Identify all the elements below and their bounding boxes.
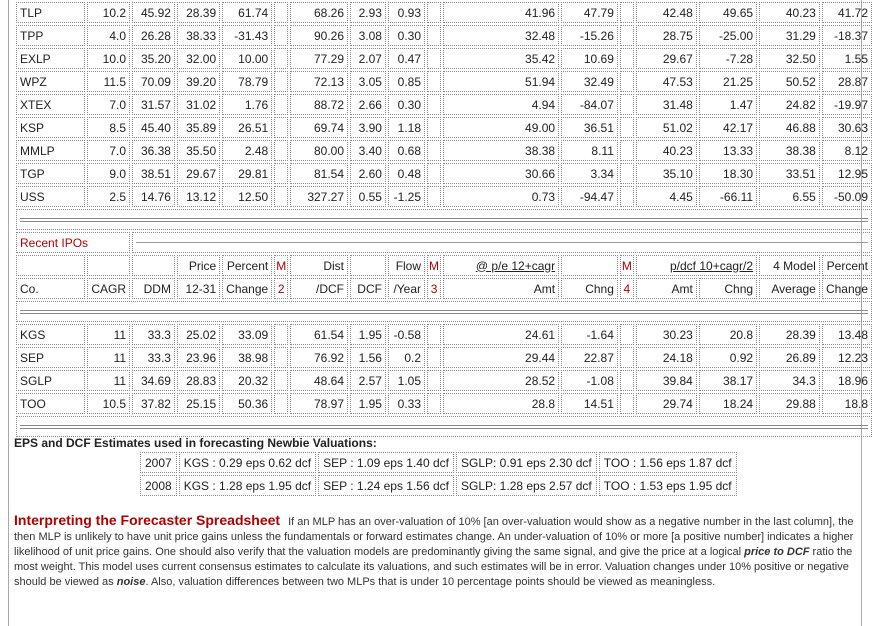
interpretation-section (14, 513, 856, 590)
value-cell: 2.5 (87, 186, 130, 207)
spacer-cell (274, 140, 288, 161)
value-cell: 0.30 (388, 94, 425, 115)
table-row (16, 324, 872, 345)
value-cell: 11.5 (87, 71, 130, 92)
value-cell: 8.5 (87, 117, 130, 138)
value-cell: -19.97 (822, 94, 872, 115)
value-cell: 0.73 (443, 186, 559, 207)
spacer-cell (427, 117, 441, 138)
value-cell: 49.00 (443, 117, 559, 138)
spacer-cell (620, 347, 634, 368)
recent-ipos-label: Recent IPOs (16, 232, 130, 253)
value-cell: 0.2 (388, 347, 425, 368)
value-cell: 10.69 (561, 48, 618, 69)
value-cell: 8.11 (561, 140, 618, 161)
value-cell: 28.83 (177, 370, 220, 391)
spacer-cell (274, 2, 288, 23)
value-cell: 37.82 (132, 393, 175, 414)
value-cell: 21.25 (699, 71, 757, 92)
spacer-cell (620, 117, 634, 138)
value-cell: -0.58 (388, 324, 425, 345)
table-row (16, 140, 872, 161)
value-cell: 0.30 (388, 25, 425, 46)
table-row (16, 71, 872, 92)
interpretation-text-3: . Also, valuation differences between two MLPs that is under 10 percentage points should be viewed as meaningless. (145, 576, 716, 588)
company-cell: USS (16, 186, 85, 207)
interpretation-text-1: If an MLP has an over-valuation of 10% [an over-valuation would show as a negative number in the last column], the then MLP is unlikely to have unit price gains unless the fundamentals or forward estimates change. An under-valuation of 10% or more [a positive number] indicates a higher likelihood of unit price gains. One should also verify that the valuation models are predominantly giving the same signal, and give the price at a logical (14, 516, 854, 558)
spacer-cell (274, 186, 288, 207)
header-m2-num: 2 (274, 278, 288, 299)
value-cell: 22.87 (561, 347, 618, 368)
value-cell: 32.50 (759, 48, 820, 69)
header-chng: Chng (561, 278, 618, 299)
value-cell: 25.02 (177, 324, 220, 345)
eps-year-cell: 2007 (140, 452, 177, 473)
value-cell: 39.84 (636, 370, 697, 391)
spacer-cell (427, 71, 441, 92)
value-cell: 29.74 (636, 393, 697, 414)
company-cell: KSP (16, 117, 85, 138)
header-row-2 (16, 278, 872, 299)
company-cell: WPZ (16, 71, 85, 92)
eps-estimate-cell: TOO : 1.56 eps 1.87 dcf (599, 452, 737, 473)
value-cell: 3.08 (350, 25, 386, 46)
header-change: Change (222, 278, 272, 299)
spacer-cell (274, 393, 288, 414)
spacer-cell (274, 48, 288, 69)
value-cell: 38.51 (132, 163, 175, 184)
eps-table (138, 450, 739, 498)
header-m4: M (620, 255, 634, 276)
company-cell: TGP (16, 163, 85, 184)
value-cell: 2.93 (350, 2, 386, 23)
value-cell: 30.66 (443, 163, 559, 184)
table-row (16, 2, 872, 23)
value-cell: 18.8 (822, 393, 872, 414)
value-cell: 20.8 (699, 324, 757, 345)
eps-estimate-cell: KGS : 1.28 eps 1.95 dcf (179, 475, 316, 496)
value-cell: 2.60 (350, 163, 386, 184)
value-cell: -31.43 (222, 25, 272, 46)
company-cell: SEP (16, 347, 85, 368)
value-cell: 72.13 (290, 71, 348, 92)
value-cell: 30.23 (636, 324, 697, 345)
table-row (16, 117, 872, 138)
value-cell: 40.23 (759, 2, 820, 23)
value-cell: 49.65 (699, 2, 757, 23)
value-cell: 12.95 (822, 163, 872, 184)
value-cell: 38.17 (699, 370, 757, 391)
value-cell: 77.29 (290, 48, 348, 69)
value-cell: 46.88 (759, 117, 820, 138)
header-pe: @ p/e 12+cagr (443, 255, 559, 276)
value-cell: -7.28 (699, 48, 757, 69)
value-cell: 69.74 (290, 117, 348, 138)
spacer-cell (620, 71, 634, 92)
value-cell: 1.18 (388, 117, 425, 138)
value-cell: 80.00 (290, 140, 348, 161)
value-cell: 31.02 (177, 94, 220, 115)
value-cell: 35.50 (177, 140, 220, 161)
value-cell: 48.64 (290, 370, 348, 391)
value-cell: -66.11 (699, 186, 757, 207)
value-cell: 26.89 (759, 347, 820, 368)
header-percent2: Percent (822, 255, 872, 276)
value-cell: 10.2 (87, 2, 130, 23)
value-cell: 28.87 (822, 71, 872, 92)
company-cell: EXLP (16, 48, 85, 69)
value-cell: 0.93 (388, 2, 425, 23)
value-cell: 81.54 (290, 163, 348, 184)
value-cell: -1.64 (561, 324, 618, 345)
value-cell: 35.42 (443, 48, 559, 69)
value-cell: 35.89 (177, 117, 220, 138)
recent-ipos-row (16, 232, 872, 253)
value-cell: 4.94 (443, 94, 559, 115)
spacer-cell (274, 347, 288, 368)
value-cell: 34.69 (132, 370, 175, 391)
spacer-cell (427, 186, 441, 207)
value-cell: -1.25 (388, 186, 425, 207)
value-cell: 3.05 (350, 71, 386, 92)
header-row-1 (16, 255, 872, 276)
value-cell: 33.51 (759, 163, 820, 184)
header-co: Co. (16, 278, 85, 299)
value-cell: 24.18 (636, 347, 697, 368)
value-cell: 61.74 (222, 2, 272, 23)
value-cell: 78.79 (222, 71, 272, 92)
spacer-cell (620, 324, 634, 345)
value-cell: -84.07 (561, 94, 618, 115)
header-chng2: Chng (699, 278, 757, 299)
table-row (16, 186, 872, 207)
value-cell: 32.49 (561, 71, 618, 92)
eps-title: EPS and DCF Estimates used in forecasting Newbie Valuations: (14, 436, 377, 450)
company-cell: MMLP (16, 140, 85, 161)
value-cell: 88.72 (290, 94, 348, 115)
spacer-cell (427, 140, 441, 161)
value-cell: 8.12 (822, 140, 872, 161)
value-cell: -94.47 (561, 186, 618, 207)
value-cell: 9.0 (87, 163, 130, 184)
value-cell: 0.92 (699, 347, 757, 368)
value-cell: 38.38 (759, 140, 820, 161)
value-cell: 1.76 (222, 94, 272, 115)
spacer-cell (620, 370, 634, 391)
spacer-cell (620, 2, 634, 23)
table-row (16, 25, 872, 46)
header-percent: Percent (222, 255, 272, 276)
value-cell: 31.48 (636, 94, 697, 115)
value-cell: 35.10 (636, 163, 697, 184)
company-cell: TLP (16, 2, 85, 23)
value-cell: 36.38 (132, 140, 175, 161)
value-cell: 42.48 (636, 2, 697, 23)
value-cell: 2.66 (350, 94, 386, 115)
value-cell: 47.53 (636, 71, 697, 92)
value-cell: 39.20 (177, 71, 220, 92)
value-cell: 50.52 (759, 71, 820, 92)
value-cell: 38.33 (177, 25, 220, 46)
header-m3: M (427, 255, 441, 276)
spacer-cell (274, 324, 288, 345)
value-cell: 78.97 (290, 393, 348, 414)
interpretation-text-2: ratio the most weight. This model uses current consensus estimates to calculate its valuations, and such estimates will be in error. Valuation changes under 10% positive or negative should be viewed as (14, 546, 853, 588)
value-cell: 4.45 (636, 186, 697, 207)
value-cell: 76.92 (290, 347, 348, 368)
header-m4-num: 4 (620, 278, 634, 299)
value-cell: 61.54 (290, 324, 348, 345)
spacer-cell (427, 324, 441, 345)
value-cell: 90.26 (290, 25, 348, 46)
value-cell: 33.3 (132, 347, 175, 368)
spacer-cell (620, 163, 634, 184)
value-cell: 33.3 (132, 324, 175, 345)
spacer-cell (274, 117, 288, 138)
value-cell: 0.55 (350, 186, 386, 207)
value-cell: 31.29 (759, 25, 820, 46)
spacer-cell (427, 393, 441, 414)
value-cell: 45.40 (132, 117, 175, 138)
value-cell: 0.47 (388, 48, 425, 69)
eps-year-cell: 2008 (140, 475, 177, 496)
value-cell: 2.07 (350, 48, 386, 69)
value-cell: 68.26 (290, 2, 348, 23)
value-cell: -50.09 (822, 186, 872, 207)
value-cell: 34.3 (759, 370, 820, 391)
value-cell: 42.17 (699, 117, 757, 138)
value-cell: 70.09 (132, 71, 175, 92)
value-cell: 11 (87, 370, 130, 391)
spacer-cell (274, 71, 288, 92)
value-cell: 14.76 (132, 186, 175, 207)
spacer-cell (620, 94, 634, 115)
value-cell: 29.88 (759, 393, 820, 414)
value-cell: 28.39 (759, 324, 820, 345)
value-cell: 14.51 (561, 393, 618, 414)
table-row (16, 94, 872, 115)
header-pdcf: p/dcf 10+cagr/2 (636, 255, 757, 276)
value-cell: 51.02 (636, 117, 697, 138)
value-cell: 4.0 (87, 25, 130, 46)
value-cell: 20.32 (222, 370, 272, 391)
value-cell: 0.33 (388, 393, 425, 414)
valuation-table (14, 0, 874, 439)
spacer-cell (427, 163, 441, 184)
eps-estimate-cell: KGS : 0.29 eps 0.62 dcf (179, 452, 316, 473)
header-amt: Amt (443, 278, 559, 299)
value-cell: 10.0 (87, 48, 130, 69)
header-price: Price (177, 255, 220, 276)
eps-estimate-cell: TOO : 1.53 eps 1.95 dcf (599, 475, 737, 496)
value-cell: -25.00 (699, 25, 757, 46)
value-cell: 47.79 (561, 2, 618, 23)
spacer-cell (427, 2, 441, 23)
value-cell: 32.00 (177, 48, 220, 69)
company-cell: TPP (16, 25, 85, 46)
value-cell: 35.20 (132, 48, 175, 69)
spacer-cell (427, 370, 441, 391)
spacer-cell (620, 48, 634, 69)
spacer-cell (427, 94, 441, 115)
spacer-cell (620, 186, 634, 207)
value-cell: 1.56 (350, 347, 386, 368)
value-cell: 40.23 (636, 140, 697, 161)
value-cell: 1.95 (350, 324, 386, 345)
value-cell: 30.63 (822, 117, 872, 138)
value-cell: 0.68 (388, 140, 425, 161)
value-cell: 1.05 (388, 370, 425, 391)
spacer-cell (620, 140, 634, 161)
value-cell: 2.57 (350, 370, 386, 391)
value-cell: 28.52 (443, 370, 559, 391)
interpretation-emphasis-2: noise (116, 576, 146, 588)
eps-estimate-cell: SGLP: 1.28 eps 2.57 dcf (456, 475, 597, 496)
value-cell: 1.47 (699, 94, 757, 115)
header-m3-num: 3 (427, 278, 441, 299)
table-row (16, 347, 872, 368)
interpretation-title: Interpreting the Forecaster Spreadsheet (14, 512, 281, 528)
spacer-cell (274, 370, 288, 391)
header-dcf: DCF (350, 278, 386, 299)
eps-estimate-cell: SEP : 1.24 eps 1.56 dcf (318, 475, 454, 496)
separator-row (16, 416, 872, 437)
table-row (16, 393, 872, 414)
spacer-cell (620, 393, 634, 414)
value-cell: 11 (87, 347, 130, 368)
interpretation-emphasis-1: price to DCF (744, 546, 810, 558)
header-average: Average (759, 278, 820, 299)
spacer-cell (274, 163, 288, 184)
value-cell: 7.0 (87, 94, 130, 115)
spacer-cell (274, 25, 288, 46)
spacer-cell (620, 25, 634, 46)
spacer-cell (427, 347, 441, 368)
value-cell: 38.98 (222, 347, 272, 368)
value-cell: 29.81 (222, 163, 272, 184)
value-cell: -15.26 (561, 25, 618, 46)
value-cell: 3.34 (561, 163, 618, 184)
value-cell: 10.00 (222, 48, 272, 69)
value-cell: 13.48 (822, 324, 872, 345)
spacer-cell (427, 48, 441, 69)
table-row (16, 370, 872, 391)
spacer-cell (274, 94, 288, 115)
header-year: /Year (388, 278, 425, 299)
company-cell: TOO (16, 393, 85, 414)
header-dcf-ratio: /DCF (290, 278, 348, 299)
value-cell: 23.96 (177, 347, 220, 368)
value-cell: 50.36 (222, 393, 272, 414)
eps-row (140, 452, 737, 473)
value-cell: 3.40 (350, 140, 386, 161)
value-cell: 29.67 (636, 48, 697, 69)
value-cell: 28.8 (443, 393, 559, 414)
eps-estimate-cell: SGLP: 0.91 eps 2.30 dcf (456, 452, 597, 473)
eps-estimate-cell: SEP : 1.09 eps 1.40 dcf (318, 452, 454, 473)
value-cell: 31.57 (132, 94, 175, 115)
value-cell: 18.96 (822, 370, 872, 391)
separator-row (16, 209, 872, 230)
value-cell: 26.51 (222, 117, 272, 138)
value-cell: 11 (87, 324, 130, 345)
value-cell: -1.08 (561, 370, 618, 391)
value-cell: 1.95 (350, 393, 386, 414)
header-dist: Dist (290, 255, 348, 276)
spacer-cell (427, 25, 441, 46)
header-cagr: CAGR (87, 278, 130, 299)
company-cell: KGS (16, 324, 85, 345)
value-cell: 12.23 (822, 347, 872, 368)
value-cell: 10.5 (87, 393, 130, 414)
eps-row (140, 475, 737, 496)
header-flow: Flow (388, 255, 425, 276)
value-cell: 28.39 (177, 2, 220, 23)
company-cell: SGLP (16, 370, 85, 391)
table-row (16, 48, 872, 69)
value-cell: 12.50 (222, 186, 272, 207)
value-cell: 33.09 (222, 324, 272, 345)
value-cell: 1.55 (822, 48, 872, 69)
value-cell: 24.61 (443, 324, 559, 345)
value-cell: -18.37 (822, 25, 872, 46)
table-row (16, 163, 872, 184)
value-cell: 0.85 (388, 71, 425, 92)
value-cell: 38.38 (443, 140, 559, 161)
value-cell: 41.96 (443, 2, 559, 23)
value-cell: 36.51 (561, 117, 618, 138)
header-m2: M (274, 255, 288, 276)
value-cell: 0.48 (388, 163, 425, 184)
header-amt2: Amt (636, 278, 697, 299)
value-cell: 18.24 (699, 393, 757, 414)
value-cell: 45.92 (132, 2, 175, 23)
value-cell: 28.75 (636, 25, 697, 46)
value-cell: 3.90 (350, 117, 386, 138)
value-cell: 7.0 (87, 140, 130, 161)
value-cell: 13.12 (177, 186, 220, 207)
value-cell: 327.27 (290, 186, 348, 207)
value-cell: 29.44 (443, 347, 559, 368)
header-date: 12-31 (177, 278, 220, 299)
value-cell: 41.72 (822, 2, 872, 23)
separator-row (16, 301, 872, 322)
header-model: 4 Model (759, 255, 820, 276)
value-cell: 24.82 (759, 94, 820, 115)
value-cell: 32.48 (443, 25, 559, 46)
value-cell: 26.28 (132, 25, 175, 46)
value-cell: 2.48 (222, 140, 272, 161)
value-cell: 29.67 (177, 163, 220, 184)
header-change2: Change (822, 278, 872, 299)
value-cell: 6.55 (759, 186, 820, 207)
value-cell: 25.15 (177, 393, 220, 414)
value-cell: 13.33 (699, 140, 757, 161)
header-ddm: DDM (132, 278, 175, 299)
value-cell: 51.94 (443, 71, 559, 92)
value-cell: 18.30 (699, 163, 757, 184)
company-cell: XTEX (16, 94, 85, 115)
